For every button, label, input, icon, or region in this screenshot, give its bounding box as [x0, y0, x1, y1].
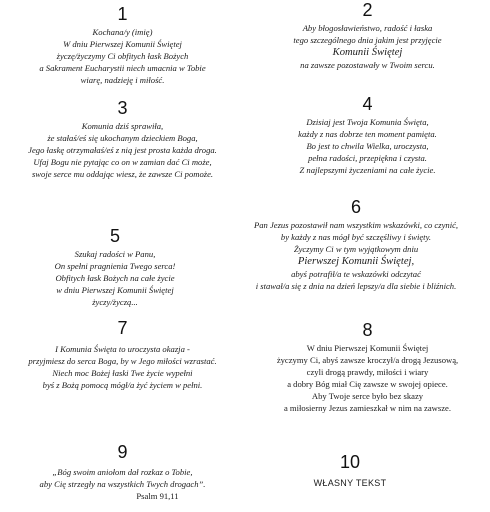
greeting-line: przyjmiesz do serca Boga, by w Jego miłości wzrastać.	[28, 356, 217, 366]
greeting-line: Bo jest to chwila Wielka, uroczysta,	[306, 141, 429, 151]
greeting-number: 4	[362, 94, 373, 114]
greeting-line: swoje serce mu oddając wiesz, że zawsze Ci pomoże.	[31, 169, 214, 179]
greeting-line: „Bóg swoim aniołom dał rozkaz o Tobie,	[52, 467, 193, 477]
greeting-line: a miłosierny Jezus zamieszkał w nim na zawsze.	[283, 403, 452, 413]
own-text-label: WŁASNY TEKST	[313, 478, 387, 488]
greeting-line: Niech moc Bożej łaski Twe życie wypełni	[52, 368, 193, 378]
greeting-line: Dzisiaj jest Twoja Komunia Święta,	[306, 117, 429, 127]
greeting-number: 7	[117, 318, 128, 338]
greeting-line: W dniu Pierwszej Komunii Świętej	[306, 343, 429, 353]
greeting-line: Aby Twoje serce było bez skazy	[311, 391, 424, 401]
greeting-line: Komunia dziś sprawiła,	[81, 121, 164, 131]
greeting-block-7	[0, 318, 245, 391]
greeting-line: i stawał/a się z dnia na dzień lepszy/a dla siebie i bliźnich.	[255, 281, 457, 291]
greeting-number: 5	[109, 226, 120, 246]
greeting-line: Z najlepszymi życzeniami na całe życie.	[299, 165, 436, 175]
greeting-line: wiarę, nadzieję i miłość.	[80, 75, 165, 85]
greeting-line: On spełni pragnienia Twego serca!	[54, 261, 176, 271]
greeting-line: pełna radości, przepiękna i czysta.	[308, 153, 427, 163]
greeting-line: tego szczególnego dnia jakim jest przyjęcie	[293, 35, 442, 45]
psalm-reference: Psalm 91,11	[136, 491, 179, 501]
greeting-line: aby Cię strzegły na wszystkich Twych drogach”.	[39, 479, 206, 489]
greeting-number: 6	[350, 197, 361, 217]
greeting-line: byś z Bożą pomocą mógł/a żyć życiem w pełni.	[42, 380, 203, 390]
greeting-line: a Sakrament Eucharystii niech umacnia w Tobie	[39, 63, 206, 73]
greeting-block-3	[0, 98, 245, 180]
greeting-line: I Komunia Święta to uroczysta okazja -	[55, 344, 190, 354]
greeting-line: Pierwszej Komunii Świętej,	[297, 256, 415, 267]
greeting-number: 3	[117, 98, 128, 118]
greeting-line: abyś potrafił/a te wskazówki odczytać	[291, 269, 421, 279]
greeting-line: Życzymy Ci w tym wyjątkowym dniu	[293, 244, 419, 254]
greeting-line: Jego łaskę otrzymałaś/eś z nią jest prosta każda droga.	[28, 145, 217, 155]
greeting-line: Ufaj Bogu nie pytając co on w zamian dać Ci może,	[33, 157, 212, 167]
greeting-line: życzy/życzą...	[92, 297, 138, 307]
greeting-number: 1	[117, 4, 128, 24]
greeting-block-9	[0, 442, 245, 502]
greeting-line: że stałaś/eś się ukochanym dzieckiem Boga,	[47, 133, 198, 143]
greeting-line: życzę/życzymy Ci obfitych łask Bożych	[56, 51, 189, 61]
greeting-line: życzymy Ci, abyś zawsze kroczył/a drogą Jezusową,	[276, 355, 459, 365]
greeting-number: 2	[362, 0, 373, 20]
greeting-line: Komunii Świętej	[332, 47, 403, 58]
greeting-number: 9	[117, 442, 128, 462]
greeting-block-2	[245, 0, 490, 71]
greeting-block-6	[222, 197, 490, 292]
greeting-line: w dniu Pierwszej Komunii Świętej	[56, 285, 174, 295]
greeting-block-8	[245, 320, 490, 414]
greeting-line: by każdy z nas mógł być szczęśliwy i święty.	[280, 232, 432, 242]
greeting-number: 10	[339, 452, 361, 472]
greeting-block-10	[245, 452, 455, 488]
greeting-line: Pan Jezus pozostawił nam wszystkim wskazówki, co czynić,	[253, 220, 459, 230]
greeting-line: na zawsze pozostawały w Twoim sercu.	[300, 60, 435, 70]
greeting-line: Aby błogosławieństwo, radość i łaska	[302, 23, 433, 33]
greeting-number: 8	[362, 320, 373, 340]
greeting-block-5	[0, 226, 230, 308]
greeting-line: a dobry Bóg miał Cię zawsze w swojej opiece.	[287, 379, 448, 389]
greeting-block-4	[245, 94, 490, 176]
greeting-line: Obfitych łask Bożych na całe życie	[55, 273, 175, 283]
greeting-line: każdy z nas dobrze ten moment pamięta.	[298, 129, 437, 139]
greeting-line: W dniu Pierwszej Komunii Świętej	[63, 39, 182, 49]
greeting-line: Kochana/y (imię)	[92, 27, 153, 37]
greeting-line: Szukaj radości w Panu,	[74, 249, 156, 259]
greeting-block-1	[0, 4, 245, 86]
greeting-line: czyli drogą prawdy, miłości i wiary	[306, 367, 429, 377]
